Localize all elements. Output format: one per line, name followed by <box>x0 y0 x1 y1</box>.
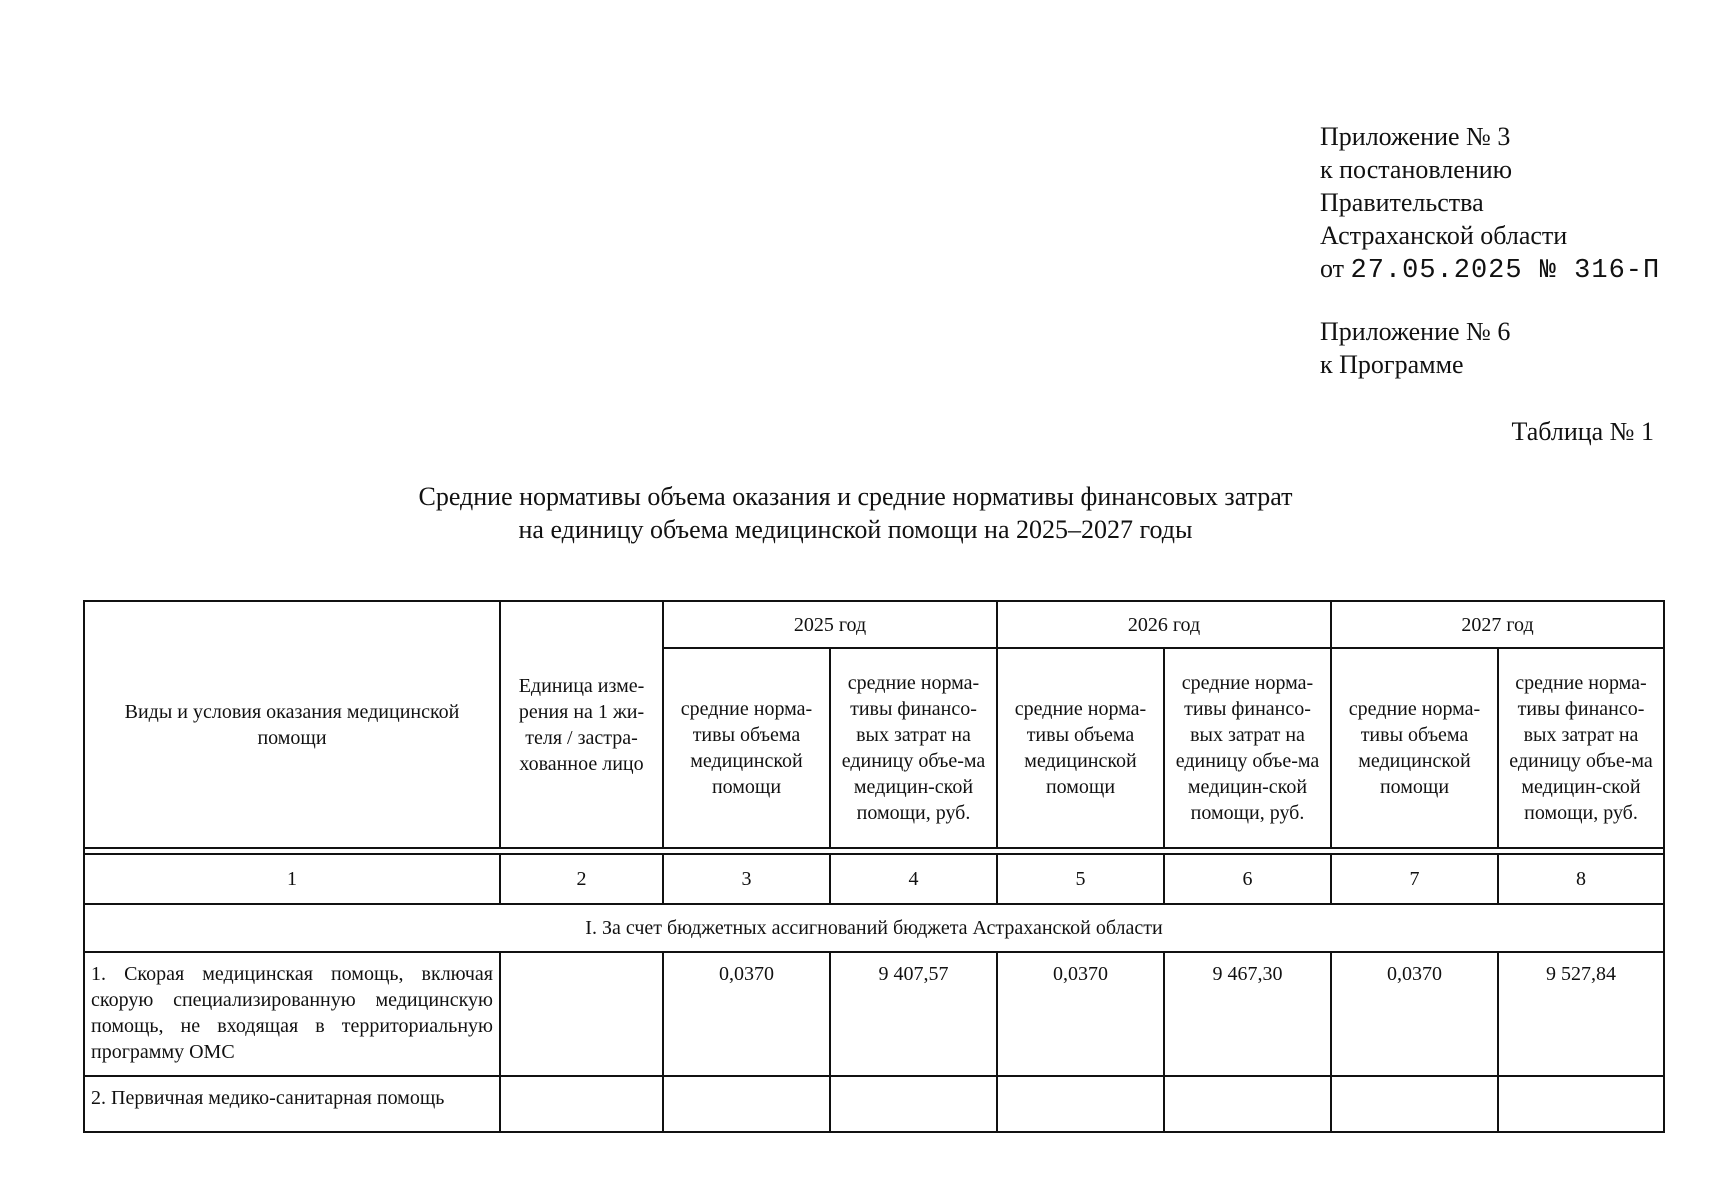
section-title: I. За счет бюджетных ассигнований бюджета Астраханской области <box>84 904 1664 952</box>
col-header-type: Виды и условия оказания медицинской помощи <box>84 601 500 848</box>
column-number: 1 <box>84 854 500 904</box>
header-date-line <box>1320 252 1660 288</box>
header-block <box>1320 120 1660 381</box>
year-header: 2026 год <box>997 601 1331 648</box>
table-row <box>84 1076 1664 1132</box>
header-line: Приложение № 3 <box>1320 122 1511 151</box>
norms-table <box>83 600 1665 1133</box>
date-prefix: от <box>1320 254 1345 283</box>
value-volume-2027 <box>1331 1076 1498 1132</box>
column-number: 3 <box>663 854 830 904</box>
column-number: 2 <box>500 854 663 904</box>
value-cost-2027 <box>1498 1076 1664 1132</box>
row-label: 2. Первичная медико-санитарная помощь <box>84 1076 500 1132</box>
section-row <box>84 904 1664 952</box>
value-volume-2027: 0,0370 <box>1331 952 1498 1076</box>
column-number: 6 <box>1164 854 1331 904</box>
column-numbers-row <box>84 854 1664 904</box>
subheader-volume: средние норма-тивы объема медицинской помощи <box>1331 648 1498 848</box>
header-line: Приложение № 6 <box>1320 317 1511 346</box>
header-line: к постановлению <box>1320 155 1513 184</box>
header-line: Правительства <box>1320 188 1484 217</box>
column-number: 5 <box>997 854 1164 904</box>
value-cost-2027: 9 527,84 <box>1498 952 1664 1076</box>
column-number: 7 <box>1331 854 1498 904</box>
value-cost-2026 <box>1164 1076 1331 1132</box>
value-cost-2025: 9 407,57 <box>830 952 997 1076</box>
subheader-cost: средние норма-тивы финансо-вых затрат на единицу объе-ма медицин-ской помощи, руб. <box>1498 648 1664 848</box>
value-cost-2025 <box>830 1076 997 1132</box>
subheader-volume: средние норма-тивы объема медицинской помощи <box>663 648 830 848</box>
value-volume-2026: 0,0370 <box>997 952 1164 1076</box>
col-header-unit: Единица изме-рения на 1 жи-теля / застра-хованное лицо <box>500 601 663 848</box>
subheader-cost: средние норма-тивы финансо-вых затрат на единицу объе-ма медицин-ской помощи, руб. <box>1164 648 1331 848</box>
value-volume-2025 <box>663 1076 830 1132</box>
table-number: Таблица № 1 <box>1511 417 1654 446</box>
row-label: 1. Скорая медицинская помощь, включая скорую специализированную медицинскую помощь, не входящая в территориальную программу ОМС <box>84 952 500 1076</box>
row-unit <box>500 952 663 1076</box>
header-row-years <box>84 601 1664 648</box>
column-number: 8 <box>1498 854 1664 904</box>
title-line-1: Средние нормативы объема оказания и средние нормативы финансовых затрат <box>418 482 1293 511</box>
column-number: 4 <box>830 854 997 904</box>
value-cost-2026: 9 467,30 <box>1164 952 1331 1076</box>
value-volume-2025: 0,0370 <box>663 952 830 1076</box>
value-volume-2026 <box>997 1076 1164 1132</box>
row-unit <box>500 1076 663 1132</box>
header-line: Астраханской области <box>1320 221 1568 250</box>
title-line-2: на единицу объема медицинской помощи на 2025–2027 годы <box>518 515 1193 544</box>
document-title <box>0 480 1711 546</box>
header-line: к Программе <box>1320 350 1464 379</box>
subheader-volume: средние норма-тивы объема медицинской помощи <box>997 648 1164 848</box>
year-header: 2027 год <box>1331 601 1664 648</box>
year-header: 2025 год <box>663 601 997 648</box>
table-row <box>84 952 1664 1076</box>
subheader-cost: средние норма-тивы финансо-вых затрат на единицу объе-ма медицин-ской помощи, руб. <box>830 648 997 848</box>
header-block-2 <box>1320 315 1660 381</box>
date-number: 27.05.2025 № 316-П <box>1350 256 1661 286</box>
